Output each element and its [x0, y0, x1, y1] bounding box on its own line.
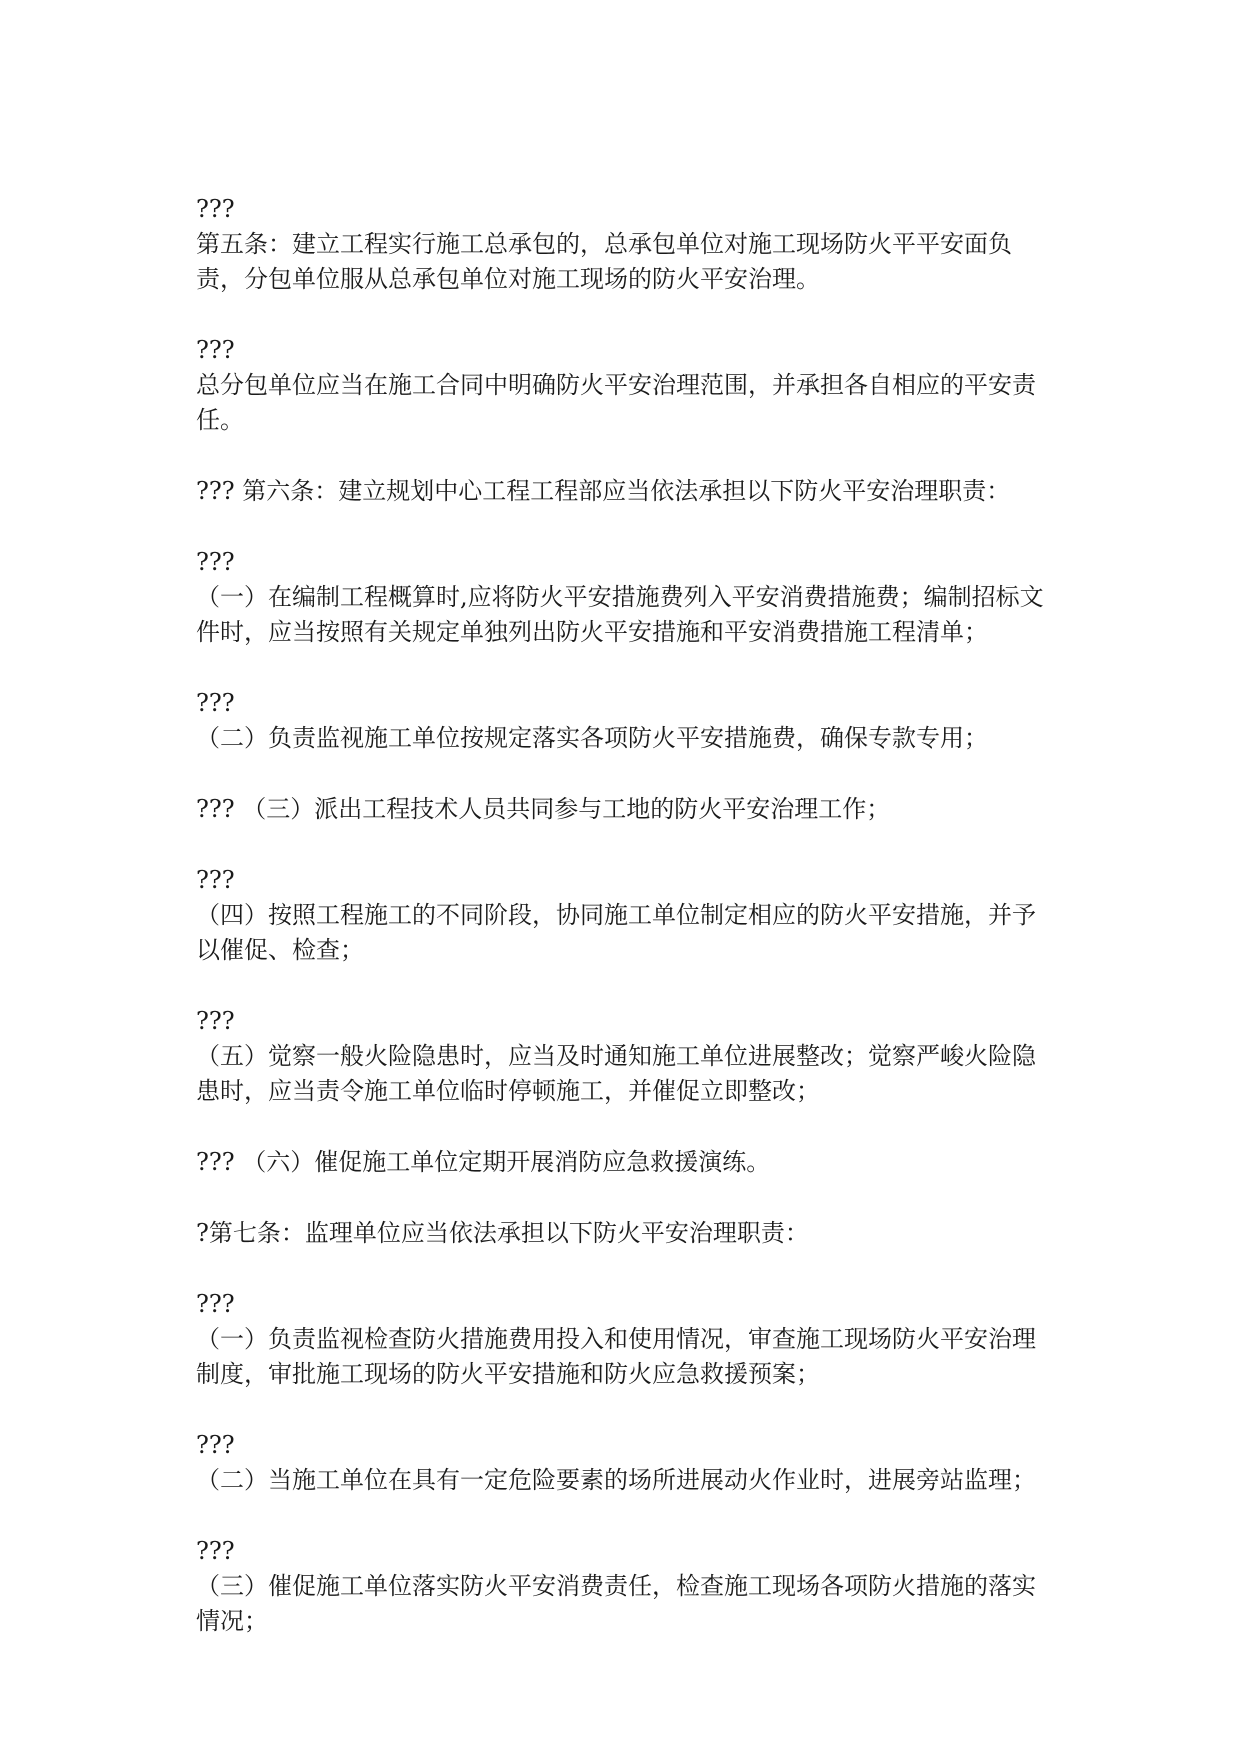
paragraph-item-6-3: [196, 792, 1056, 827]
placeholder-mark: ???: [196, 1537, 235, 1565]
paragraph-item-6-6: [196, 1145, 1056, 1180]
paragraph-text: （一）在编制工程概算时,应将防火平安措施费列入平安消费措施费；编制招标文件时，应当按照有关规定单独列出防火平安措施和平安消费措施工程清单；: [196, 583, 1044, 646]
placeholder-mark: ???: [196, 548, 235, 576]
placeholder-mark: ???: [196, 689, 235, 717]
paragraph-text: 第六条：建立规划中心工程工程部应当依法承担以下防火平安治理职责：: [242, 477, 1011, 505]
placeholder-mark: ???: [196, 1007, 235, 1035]
paragraph-article-7: [196, 1216, 1056, 1251]
paragraph-text: （二）负责监视施工单位按规定落实各项防火平安措施费，确保专款专用；: [196, 724, 988, 752]
placeholder-mark: ?: [196, 1219, 209, 1247]
paragraph-item-7-1: [196, 1287, 1056, 1392]
placeholder-mark: ???: [196, 1431, 235, 1459]
placeholder-mark: ???: [196, 1148, 243, 1176]
paragraph-text: （一）负责监视检查防火措施费用投入和使用情况，审查施工现场防火平安治理制度，审批施工现场的防火平安措施和防火应急救援预案；: [196, 1325, 1036, 1388]
paragraph-article-6: [196, 474, 1056, 509]
paragraph-text: 总分包单位应当在施工合同中明确防火平安治理范围，并承担各自相应的平安责任。: [196, 371, 1036, 434]
paragraph-item-6-4: [196, 863, 1056, 968]
paragraph-item-6-1: [196, 545, 1056, 650]
placeholder-mark: ???: [196, 795, 243, 823]
placeholder-mark: ???: [196, 195, 235, 223]
paragraph-text: （三）催促施工单位落实防火平安消费责任，检查施工现场各项防火措施的落实情况；: [196, 1572, 1036, 1635]
paragraph-subcontract: [196, 333, 1056, 438]
paragraph-text: 第七条：监理单位应当依法承担以下防火平安治理职责：: [208, 1219, 809, 1247]
paragraph-text: （二）当施工单位在具有一定危险要素的场所进展动火作业时，进展旁站监理；: [196, 1466, 1036, 1494]
placeholder-mark: ???: [196, 1290, 235, 1318]
paragraph-article-5: [196, 192, 1056, 297]
placeholder-mark: ???: [196, 866, 235, 894]
paragraph-text: （五）觉察一般火险隐患时，应当及时通知施工单位进展整改；觉察严峻火险隐患时，应当责令施工单位临时停顿施工，并催促立即整改；: [196, 1042, 1036, 1105]
placeholder-mark: ???: [196, 336, 235, 364]
paragraph-item-7-3: [196, 1534, 1056, 1639]
paragraph-item-7-2: [196, 1428, 1056, 1498]
document-page: [196, 192, 1056, 1675]
paragraph-item-6-2: [196, 686, 1056, 756]
paragraph-text: （六）催促施工单位定期开展消防应急救援演练。: [242, 1148, 771, 1176]
paragraph-text: （三）派出工程技术人员共同参与工地的防火平安治理工作；: [242, 795, 891, 823]
placeholder-mark: ???: [196, 477, 243, 505]
paragraph-text: 第五条：建立工程实行施工总承包的，总承包单位对施工现场防火平平安面负责，分包单位服从总承包单位对施工现场的防火平安治理。: [196, 230, 1012, 293]
paragraph-text: （四）按照工程施工的不同阶段，协同施工单位制定相应的防火平安措施，并予以催促、检查；: [196, 901, 1036, 964]
paragraph-item-6-5: [196, 1004, 1056, 1109]
